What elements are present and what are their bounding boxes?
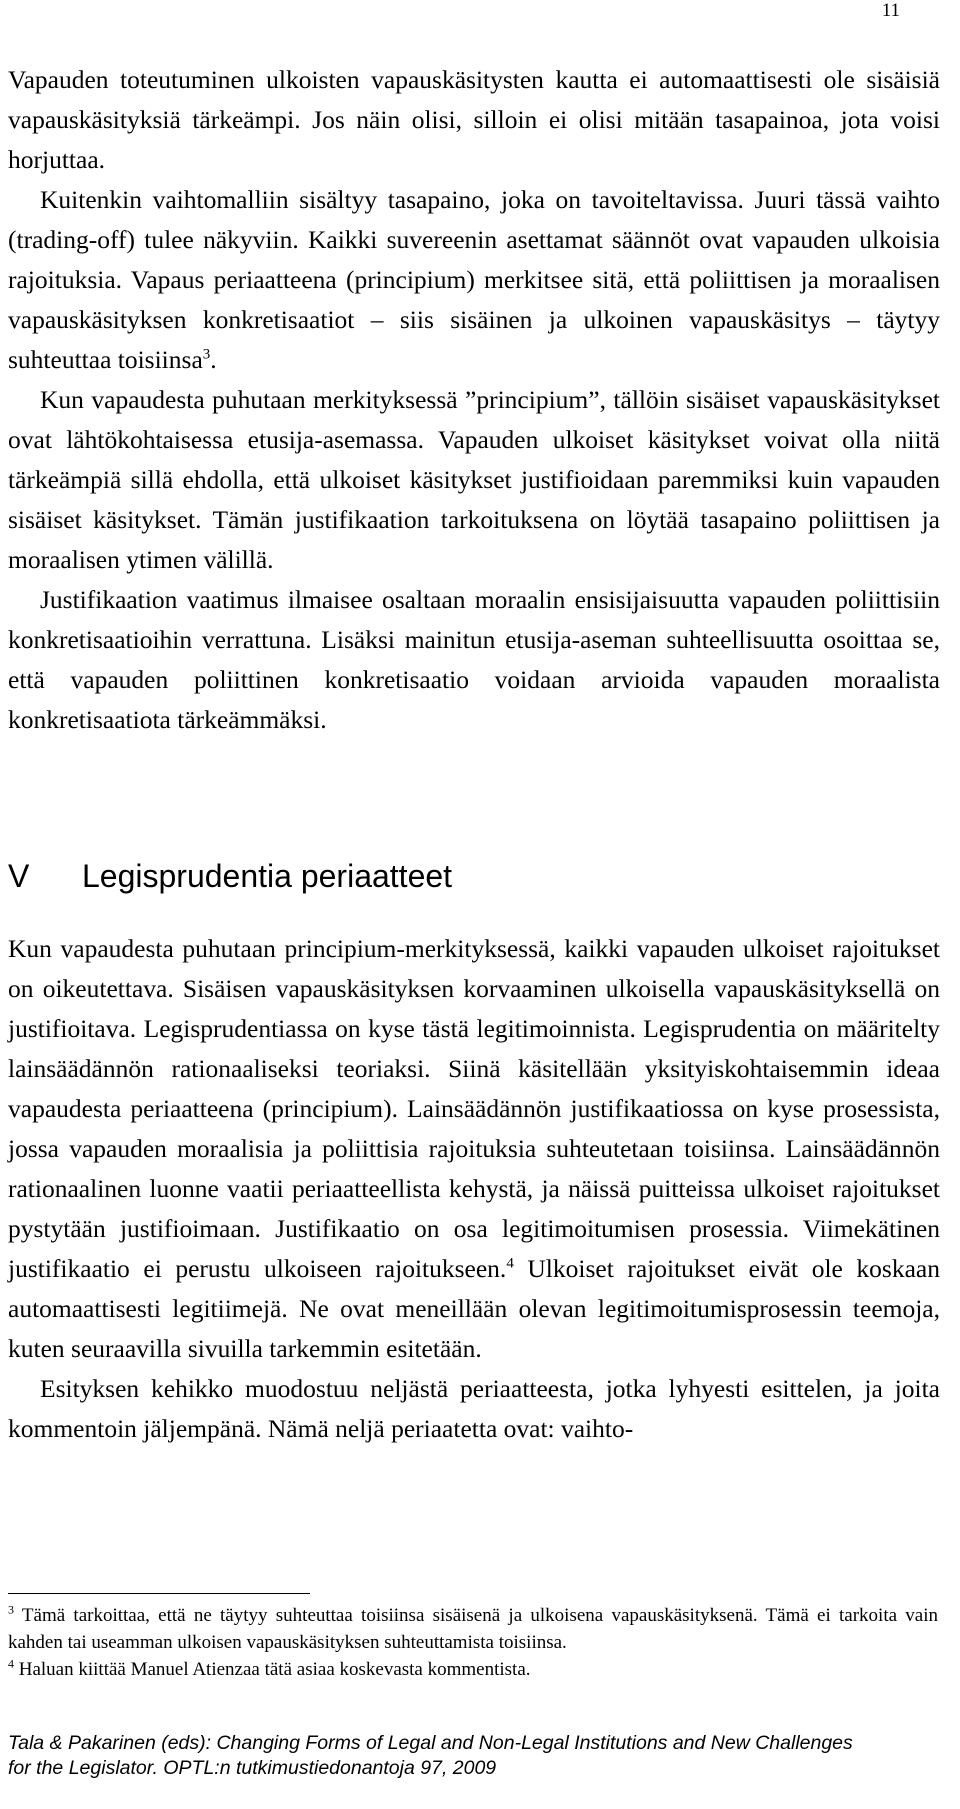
footnote-number: 4 [8,1656,14,1671]
footer-line: for the Legislator. OPTL:n tutkimustiedonantoja 97, 2009 [8,1757,497,1779]
paragraph: Kun vapaudesta puhutaan merkityksessä ”principium”, tällöin sisäiset vapauskäsitykset ovat lähtökohtaisessa etusija-asemassa. Vapauden ulkoiset käsitykset voivat olla niitä tärkeämpiä sillä ehdolla, että ulkoiset käsitykset justifioidaan paremmiksi kuin vapauden sisäiset käsitykset. Tämän justifikaation tarkoituksena on löytää tasapaino poliittisen ja moraalisen ytimen välillä. [8,385,940,574]
footnote-ref[interactable]: 4 [506,1255,514,1272]
footer-line: Tala & Pakarinen (eds): Changing Forms of Legal and Non-Legal Institutions and New Challenges [8,1732,853,1754]
section-number: V [8,858,30,894]
footnote-divider [8,1593,310,1594]
paragraph [8,929,940,1369]
body-text-section [8,929,940,1449]
body-text-top [8,60,940,740]
paragraph: Kuitenkin vaihtomalliin sisältyy tasapaino, joka on tavoiteltavissa. Juuri tässä vaihto (trading-off) tulee näkyviin. Kaikki suvereenin asettamat säännöt ovat vapauden ulkoisia rajoituksia. Vapaus periaatteena (principium) merkitsee sitä, että poliittisen ja moraalisen vapauskäsityksen konkretisaatiot – siis sisäinen ja ulkoinen vapauskäsitys – täytyy suhteuttaa toisiinsa$^3$. [8,185,940,374]
footnote-number: 3 [8,1602,14,1617]
paragraph: Vapauden toteutuminen ulkoisten vapauskäsitysten kautta ei automaattisesti ole sisäisiä vapauskäsityksiä tärkeämpi. Jos näin olisi, silloin ei olisi mitään tasapainoa, jota voisi horjuttaa. [8,65,940,174]
page-number: 11 [881,0,900,21]
paragraph: Justifikaation vaatimus ilmaisee osaltaan moraalin ensisijaisuutta vapauden poliittisiin konkretisaatioihin verrattuna. Lisäksi mainitun etusija-aseman suhteellisuutta osoittaa se, että vapauden poliittinen konkretisaatio voidaan arvioida vapauden moraalista konkretisaatiota tärkeämmäksi. [8,585,940,734]
paragraph-text: Kun vapaudesta puhutaan principium-merkityksessä, kaikki vapauden ulkoiset rajoitukset on oikeutettava. Sisäisen vapauskäsityksen korvaaminen ulkoisella vapauskäsityksellä on justifioitava. Legisprudentiassa on kyse tästä legitimoinnista. Legisprudentia on määritelty lainsäädännön rationaaliseksi teoriaksi. Siinä käsitellään yksityiskohtaisemmin ideaa vapaudesta periaatteena (principium). Lainsäädännön justifikaatiossa on kyse prosessista, jossa vapauden moraalisia ja poliittisia rajoituksia suhteutetaan toisiinsa. Lainsäädännön rationaalinen luonne vaatii periaatteellista kehystä, ja näissä puitteissa ulkoiset rajoitukset pystytään justifioimaan. Justifikaatio on osa legitimoitumisen prosessia. Viimekätinen justifikaatio ei perustu ulkoiseen rajoitukseen. [8,934,940,1283]
footnote-ref[interactable]: 3 [202,346,211,363]
footnote-text: Haluan kiittää Manuel Atienzaa tätä asiaa koskevasta kommentista. [14,1659,531,1680]
section-heading [8,856,452,896]
paragraph-text: Ulkoiset rajoitukset eivät ole koskaan automaattisesti legitiimejä. Ne ovat meneillään olevan legitimoitumisprosessin teemoja, kuten seuraavilla sivuilla tarkemmin esitetään. [8,1254,940,1363]
footnote [8,1656,938,1683]
footnote [8,1602,938,1656]
footnote-text: Tämä tarkoittaa, että ne täytyy suhteuttaa toisiinsa sisäisenä ja ulkoisena vapauskäsityksenä. Tämä ei tarkoita vain kahden tai useamman ulkoisen vapauskäsityksen suhteuttamista toisiinsa. [8,1605,938,1653]
section-title: Legisprudentia periaatteet [82,858,453,894]
paragraph: Esityksen kehikko muodostuu neljästä periaatteesta, jotka lyhyesti esittelen, ja joita kommentoin jäljempänä. Nämä neljä periaatetta ovat: vaihto- [8,1374,940,1443]
page-footer [8,1731,948,1781]
paragraph-text: Kuitenkin vaihtomalliin sisältyy tasapaino, joka on tavoiteltavissa. Juuri tässä vaihto (trading-off) tulee näkyviin. Kaikki suvereenin asettamat säännöt ovat vapauden ulkoisia rajoituksia. Vapaus periaatteena (principium) merkitsee sitä, että poliittisen ja moraalisen vapauskäsityksen konkretisaatiot – siis sisäinen ja ulkoinen vapauskäsitys – täytyy suhteuttaa toisiinsa [8,185,940,374]
footnotes [8,1602,938,1683]
